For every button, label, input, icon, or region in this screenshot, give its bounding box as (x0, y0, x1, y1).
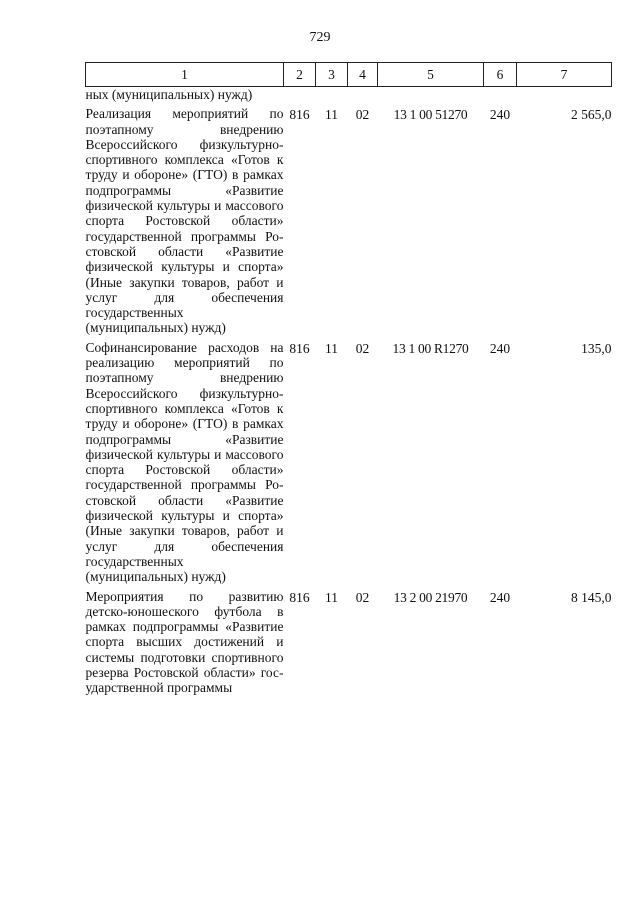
row-amount: 2 565,0 (571, 107, 612, 123)
continuation-row (86, 87, 612, 103)
table-row (86, 102, 612, 335)
row-expense-type: 240 (489, 340, 511, 356)
row-amount: 135,0 (581, 340, 612, 356)
row-amount: 8 145,0 (571, 589, 612, 605)
header-col-7: 7 (517, 63, 612, 87)
table-row (86, 336, 612, 585)
header-col-2: 2 (284, 63, 316, 87)
row-subsection: 02 (355, 107, 370, 123)
header-row (86, 63, 612, 87)
row-name: Софинансирование расходов на реализацию мероприятий по поэтапному внедрению Всероссийского физкультурно-спортивного комплекса «Готов к труду и обороне» (ГТО) в рамках подпрограммы «Развитие физической культуры и массового спорта Ростовской области» государственной программы Ростовской области «Развитие физической культуры и спорта» (Иные закупки товаров, работ и услуг для обеспечения государственных (муниципальных) нужд) (85, 339, 284, 585)
row-section: 11 (325, 340, 338, 356)
row-expense-type: 240 (489, 589, 511, 605)
row-section: 11 (325, 589, 338, 605)
row-subsection: 02 (355, 589, 370, 605)
page-number: 729 (309, 30, 331, 45)
header-col-4: 4 (348, 63, 378, 87)
row-name: Реализация мероприятий по поэтапному внедрению Всероссийского физкультурно-спортивного комплекса «Готов к труду и обороне» (ГТО) в рамках подпрограммы «Развитие физической культуры и массового спорта Ростовской области» государственной программы Ростовской области «Развитие физической культуры и спорта» (Иные закупки товаров, работ и услуг для обеспечения государственных (муниципальных) нужд) (85, 106, 284, 336)
header-col-6: 6 (484, 63, 517, 87)
row-admin-code: 816 (289, 340, 310, 356)
row-target-article: 13 2 00 21970 (393, 589, 468, 605)
table-row (86, 585, 612, 696)
header-col-5: 5 (378, 63, 484, 87)
row-expense-type: 240 (489, 107, 511, 123)
row-section: 11 (325, 107, 338, 123)
budget-table (85, 62, 612, 696)
row-admin-code: 816 (289, 107, 310, 123)
row-name: Мероприятия по развитию детско-юношеского футбола в рамках подпрограммы «Развитие спорта высших достижений и системы подготовки спортивного резерва Ростовской области» государственной программы (85, 588, 284, 696)
row-target-article: 13 1 00 51270 (393, 107, 468, 123)
row-target-article: 13 1 00 R1270 (392, 340, 469, 356)
row-subsection: 02 (355, 340, 370, 356)
header-col-1: 1 (86, 63, 284, 87)
row-admin-code: 816 (289, 589, 310, 605)
header-col-3: 3 (316, 63, 348, 87)
continuation-text: ных (муниципальных) нужд) (85, 87, 253, 102)
